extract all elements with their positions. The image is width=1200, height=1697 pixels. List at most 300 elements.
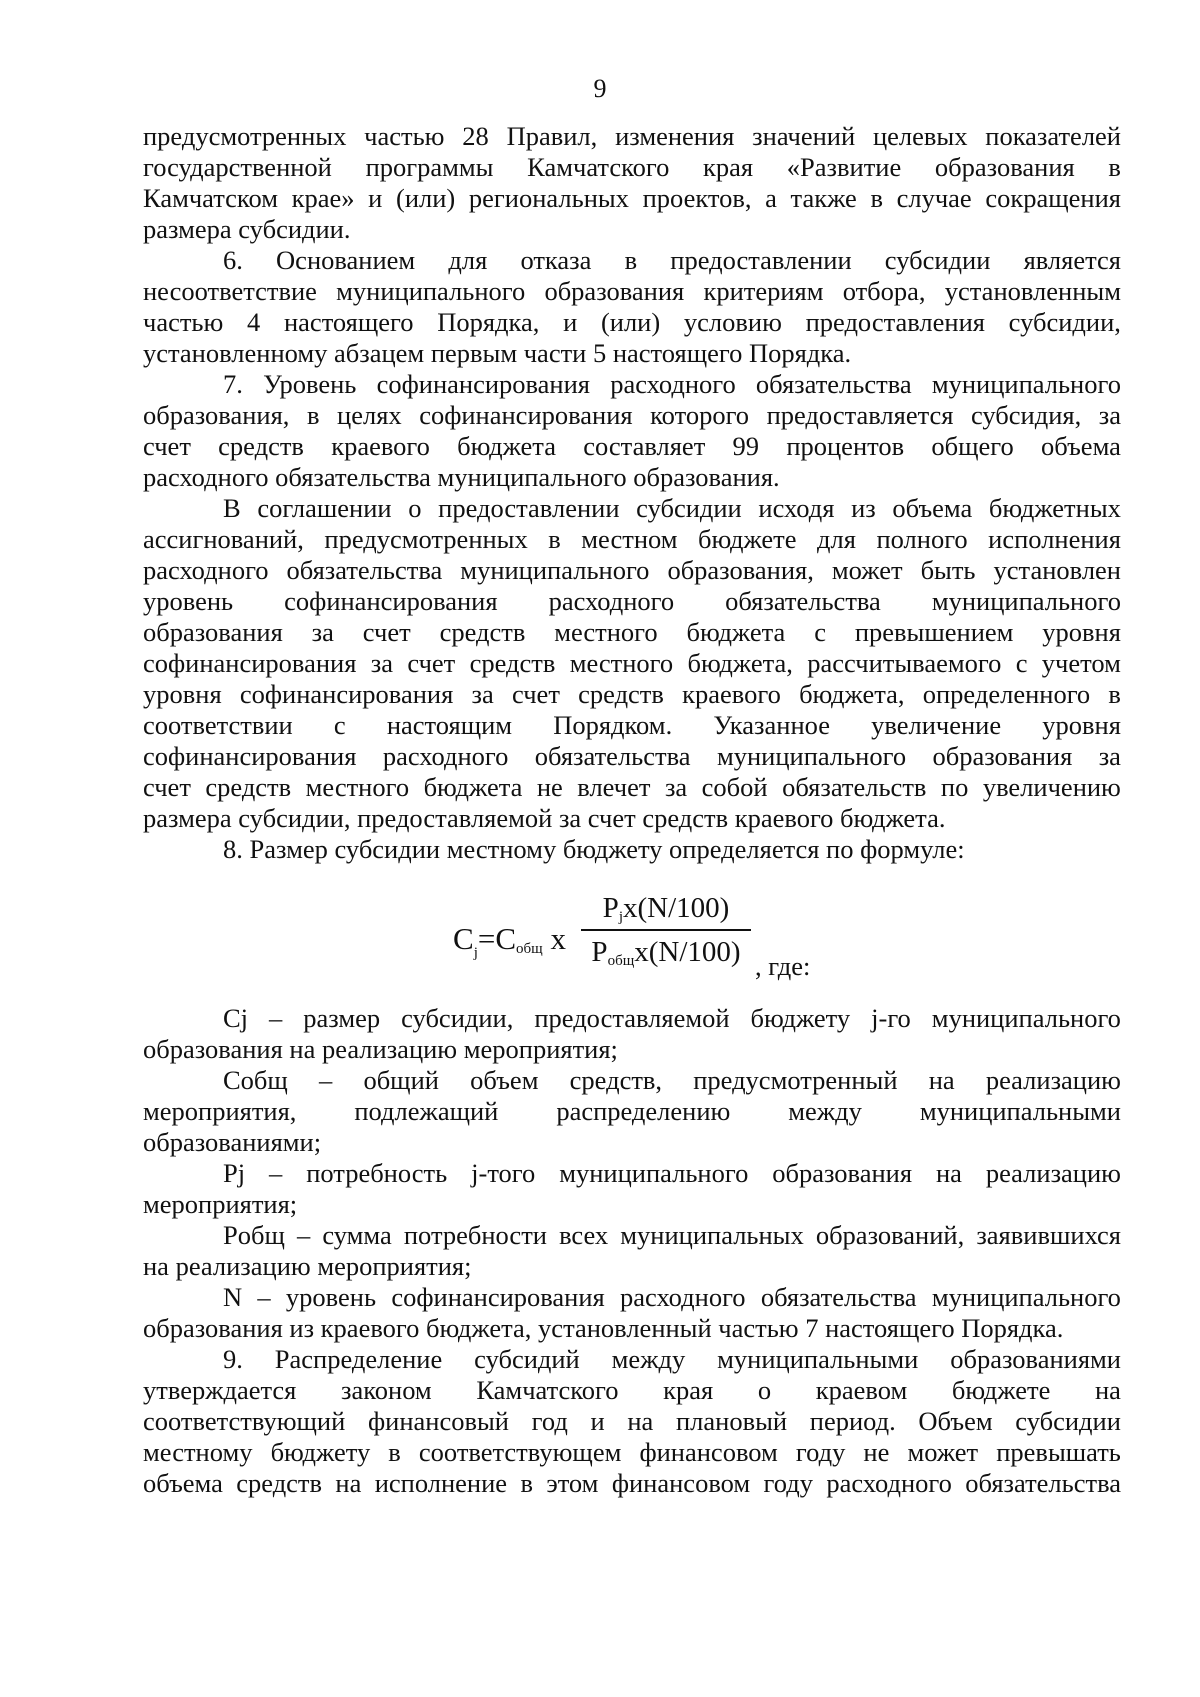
text-line: образованиями; — [143, 1127, 322, 1157]
paragraph — [143, 1003, 1121, 1065]
word: может — [907, 1437, 979, 1467]
word: субсидии, — [401, 1003, 514, 1033]
word: целевых — [872, 121, 968, 151]
word: предоставлении — [670, 245, 852, 275]
word: софинансирования — [143, 648, 357, 678]
word: субсидии — [636, 493, 742, 523]
word: с — [814, 617, 826, 647]
word: субсидии, — [1008, 307, 1121, 337]
word: отказа — [520, 245, 592, 275]
word: – — [319, 1065, 333, 1095]
word: бюджету — [750, 1003, 851, 1033]
paragraph — [143, 1344, 1121, 1499]
word: субсидии — [1015, 1406, 1121, 1436]
word: год — [531, 1406, 568, 1436]
word: утверждается — [143, 1375, 297, 1405]
word: о — [408, 493, 422, 523]
word: расходного — [826, 1468, 952, 1498]
word: софинансирования — [391, 1282, 605, 1312]
word: финансовом — [639, 1437, 778, 1467]
word: законом — [341, 1375, 432, 1405]
word: условию — [683, 307, 782, 337]
text-line — [143, 617, 1121, 648]
word: софинансирования — [239, 679, 454, 709]
word: соответствующий — [143, 1406, 346, 1436]
word: средств — [205, 772, 292, 802]
word: Камчатском — [143, 183, 278, 213]
word: объема — [143, 1468, 223, 1498]
word: размер — [303, 1003, 381, 1033]
formula-num-p: P — [602, 892, 619, 924]
word: средств — [439, 617, 526, 647]
word: настоящего — [283, 307, 414, 337]
word: бюджета, — [687, 648, 793, 678]
word: уровня — [143, 679, 222, 709]
word: Cj — [223, 1003, 249, 1033]
word: общего — [931, 431, 1014, 461]
text-line: размера субсидии, предоставляемой за счет средств краевого бюджета. — [143, 803, 946, 833]
word: образования — [544, 276, 685, 306]
word: полного — [876, 524, 968, 554]
word: (или) — [600, 307, 661, 337]
word: средств — [578, 679, 664, 709]
text-line: на реализацию мероприятия; — [143, 1251, 472, 1281]
word: Основанием — [276, 245, 416, 275]
word: 9. — [223, 1344, 243, 1374]
word: Распределение — [274, 1344, 443, 1374]
word: период. — [809, 1406, 896, 1436]
word: муниципальными — [717, 1344, 919, 1374]
word: распределению — [556, 1096, 731, 1126]
word: – — [269, 1158, 283, 1188]
text-line — [143, 524, 1121, 555]
word: и — [368, 183, 383, 213]
paragraph — [143, 493, 1121, 834]
word: бюджета — [457, 431, 556, 461]
word: софинансирования — [419, 400, 633, 430]
word: Pобщ — [223, 1220, 285, 1250]
formula-den-rest: x(N/100) — [634, 936, 741, 968]
word: превышать — [996, 1437, 1121, 1467]
word: образования, — [667, 555, 814, 585]
word: сокращения — [985, 183, 1121, 213]
text-line — [143, 1406, 1121, 1437]
text-line: размера субсидии. — [143, 214, 351, 244]
paragraph — [143, 834, 1121, 865]
word: счет — [143, 431, 191, 461]
word: обязательств — [782, 772, 927, 802]
word: обязательства — [534, 741, 691, 771]
word: процентов — [786, 431, 905, 461]
word: Объем — [918, 1406, 993, 1436]
word: заявившихся — [976, 1220, 1121, 1250]
word: бюджете — [951, 1375, 1051, 1405]
word: софинансирования — [376, 369, 590, 399]
word: является — [1023, 245, 1121, 275]
word: в — [388, 1437, 401, 1467]
word: на — [928, 1065, 955, 1095]
text-line — [143, 1065, 1121, 1096]
word: в — [624, 245, 638, 275]
text-line — [143, 586, 1121, 617]
word: образования — [772, 1158, 913, 1188]
word: обязательства — [725, 586, 881, 616]
word: субсидия, — [970, 400, 1082, 430]
word: государственной — [143, 152, 332, 182]
word: целях — [337, 400, 402, 430]
word: за — [370, 648, 393, 678]
word: из — [851, 493, 876, 523]
word: изменения — [615, 121, 735, 151]
word: реализацию — [985, 1158, 1121, 1188]
text-line — [143, 369, 1121, 400]
word: образований, — [815, 1220, 965, 1250]
word: за — [311, 617, 334, 647]
page-number: 9 — [593, 74, 607, 103]
formula-num-rest: x(N/100) — [622, 892, 730, 924]
text-before-formula — [143, 121, 1121, 865]
text-line — [143, 493, 1121, 524]
text-line — [143, 772, 1121, 803]
text-line — [143, 1437, 1121, 1468]
fraction-bar — [581, 929, 751, 931]
word: критериям — [703, 276, 824, 306]
word: предоставления — [805, 307, 985, 337]
word: которого — [650, 400, 750, 430]
word: бюджетных — [988, 493, 1121, 523]
word: муниципального — [931, 586, 1121, 616]
word: «Развитие — [786, 152, 902, 182]
word: j-того — [471, 1158, 536, 1188]
word: обязательства — [286, 555, 443, 585]
word: настоящим — [386, 710, 513, 740]
word: между — [788, 1096, 862, 1126]
word: расходного — [620, 1282, 746, 1312]
text-line — [143, 1220, 1121, 1251]
text-line — [143, 400, 1121, 431]
formula-lhs — [453, 921, 566, 962]
word: софинансирования — [143, 741, 357, 771]
word: предусмотренных — [324, 524, 528, 554]
word: муниципального — [460, 555, 650, 585]
formula-fraction — [581, 889, 751, 971]
word: исходя — [758, 493, 835, 523]
word: Порядком. — [553, 710, 673, 740]
word: соответствии — [143, 710, 293, 740]
word: с — [1015, 648, 1028, 678]
text-line — [143, 1375, 1121, 1406]
word: за — [471, 679, 494, 709]
formula-sub-j: j — [473, 945, 478, 961]
word: общий — [363, 1065, 439, 1095]
word: плановый — [675, 1406, 788, 1436]
document-body — [143, 121, 1121, 1499]
word: значений — [752, 121, 856, 151]
word: образования — [932, 741, 1073, 771]
word: 4 — [247, 307, 261, 337]
word: обязательства — [965, 1468, 1121, 1498]
word: бюджета — [686, 617, 786, 647]
word: потребности — [403, 1220, 547, 1250]
word: объема — [892, 493, 973, 523]
word: Pj — [223, 1158, 246, 1188]
word: 6. — [223, 245, 243, 275]
word: в — [1108, 679, 1121, 709]
paragraph — [143, 1220, 1121, 1282]
word: обязательства — [755, 369, 912, 399]
word: случае — [896, 183, 972, 213]
paragraph — [143, 1065, 1121, 1158]
text-line: 8. Размер субсидии местному бюджету определяется по формуле: — [223, 834, 965, 864]
word: образования, — [143, 400, 290, 430]
word: N — [223, 1282, 243, 1312]
word: соответствующем — [418, 1437, 622, 1467]
word: края — [663, 1375, 714, 1405]
text-line: установленному абзацем первым части 5 настоящего Порядка. — [143, 338, 852, 368]
word: мероприятия, — [143, 1096, 297, 1126]
formula-where: , где: — [755, 951, 811, 981]
word: обязательства — [760, 1282, 917, 1312]
word: также — [790, 183, 857, 213]
word: составляет — [583, 431, 706, 461]
word: расходного — [548, 586, 675, 616]
word: местного — [305, 772, 410, 802]
text-line — [143, 276, 1121, 307]
word: местном — [581, 524, 678, 554]
word: объема — [1041, 431, 1121, 461]
word: между — [611, 1344, 686, 1374]
word: предоставляемой — [534, 1003, 730, 1033]
paragraph — [143, 369, 1121, 493]
word: 28 — [462, 121, 489, 151]
word: всех — [559, 1220, 609, 1250]
word: объем — [470, 1065, 539, 1095]
word: Правил, — [506, 121, 598, 151]
formula-num-sub-j: j — [618, 909, 623, 925]
word: предусмотренный — [693, 1065, 898, 1095]
word: в — [520, 1468, 533, 1498]
word: муниципального — [931, 369, 1121, 399]
word: ассигнований, — [143, 524, 304, 554]
word: предоставляется — [766, 400, 954, 430]
word: (или) — [396, 183, 456, 213]
word: проектов, — [642, 183, 752, 213]
word: на — [627, 1406, 654, 1436]
word: средств — [469, 648, 556, 678]
word: 99 — [732, 431, 760, 461]
text-line — [143, 679, 1121, 710]
word: – — [296, 1220, 311, 1250]
text-line — [143, 710, 1121, 741]
text-line — [143, 431, 1121, 462]
word: j-го — [871, 1003, 911, 1033]
word: подлежащий — [354, 1096, 499, 1126]
paragraph — [143, 121, 1121, 245]
word: рассчитываемого — [807, 648, 1002, 678]
paragraph — [143, 245, 1121, 369]
word: может — [831, 555, 903, 585]
word: на — [1094, 1375, 1121, 1405]
word: сумма — [322, 1220, 392, 1250]
word: уровень — [143, 586, 234, 616]
word: краевом — [815, 1375, 908, 1405]
word: и — [590, 1406, 605, 1436]
word: уровня — [1042, 617, 1121, 647]
word: образованиями — [950, 1344, 1121, 1374]
word: учетом — [1041, 648, 1121, 678]
text-line — [143, 648, 1121, 679]
word: частью — [143, 307, 224, 337]
word: собой — [701, 772, 768, 802]
formula-denominator — [581, 933, 751, 971]
formula-eq-c: =C — [477, 921, 517, 956]
word: счет — [512, 679, 560, 709]
word: субсидий — [474, 1344, 580, 1374]
word: быть — [920, 555, 976, 585]
word: краевого — [682, 679, 781, 709]
subsidy-formula — [143, 871, 1121, 989]
word: а — [765, 183, 777, 213]
word: средств, — [569, 1065, 663, 1095]
text-line — [143, 1003, 1121, 1034]
word: края — [703, 152, 754, 182]
word: увеличению — [982, 772, 1121, 802]
word: в — [306, 400, 320, 430]
word: для — [448, 245, 488, 275]
word: Указанное — [713, 710, 830, 740]
word: счет — [407, 648, 456, 678]
word: на — [335, 1468, 362, 1498]
formula-c: C — [453, 921, 474, 956]
word: муниципальных — [620, 1220, 804, 1250]
word: установленным — [944, 276, 1121, 306]
word: по — [940, 772, 969, 802]
text-line — [143, 1158, 1121, 1189]
word: местного — [554, 617, 658, 647]
text-line: образования из краевого бюджета, установленный частью 7 настоящего Порядка. — [143, 1313, 1064, 1343]
word: образования — [934, 152, 1075, 182]
word: для — [817, 524, 856, 554]
text-after-formula — [143, 1003, 1121, 1499]
word: определенного — [922, 679, 1091, 709]
word: году — [763, 1468, 813, 1498]
word: установлен — [993, 555, 1121, 585]
word: финансовом — [611, 1468, 751, 1498]
word: уровень — [285, 1282, 377, 1312]
word: исполнения — [988, 524, 1121, 554]
word: бюджету — [270, 1437, 371, 1467]
word: реализацию — [985, 1065, 1121, 1095]
word: соглашении — [257, 493, 392, 523]
word: за — [664, 772, 688, 802]
word: муниципального — [559, 1158, 749, 1188]
formula-times: x — [550, 921, 566, 956]
word: региональных — [468, 183, 629, 213]
word: софинансирования — [284, 586, 498, 616]
word: на — [935, 1158, 962, 1188]
word: расходного — [382, 741, 509, 771]
word: бюджета — [423, 772, 523, 802]
text-line — [143, 1468, 1121, 1499]
word: отбора, — [842, 276, 926, 306]
text-line — [143, 152, 1121, 183]
word: программы — [365, 152, 494, 182]
word: Камчатского — [527, 152, 670, 182]
word: муниципального — [931, 1282, 1121, 1312]
text-line: мероприятия; — [143, 1189, 298, 1219]
word: крае» — [291, 183, 355, 213]
word: муниципального — [931, 1003, 1121, 1033]
text-line — [143, 183, 1121, 214]
word: местному — [143, 1437, 253, 1467]
word: счет — [143, 772, 191, 802]
word: муниципального — [336, 276, 526, 306]
text-line: образования на реализацию мероприятия; — [143, 1034, 618, 1064]
word: не — [536, 772, 563, 802]
word: расходного — [143, 555, 269, 585]
word: и — [563, 307, 578, 337]
word: бюджете — [698, 524, 797, 554]
word: за — [1098, 741, 1121, 771]
word: местного — [569, 648, 674, 678]
word: предоставлении — [438, 493, 620, 523]
text-line: расходного обязательства муниципального образования. — [143, 462, 780, 492]
text-line — [143, 555, 1121, 586]
word: муниципального — [716, 741, 907, 771]
formula-den-p: P — [591, 936, 608, 968]
word: финансовый — [367, 1406, 509, 1436]
word: превышением — [854, 617, 1014, 647]
formula-den-sub-obshch: общ — [607, 953, 635, 969]
word: расходного — [610, 369, 736, 399]
word: исполнение — [374, 1468, 508, 1498]
word: Камчатского — [476, 1375, 619, 1405]
word: в — [870, 183, 883, 213]
word: средств — [218, 431, 304, 461]
formula-sub-obshch: общ — [516, 941, 543, 957]
word: – — [269, 1003, 283, 1033]
text-line — [143, 741, 1121, 772]
word: о — [757, 1375, 772, 1405]
word: муниципальными — [919, 1096, 1121, 1126]
word: показателей — [985, 121, 1121, 151]
word: увеличение — [871, 710, 1002, 740]
word: году — [795, 1437, 846, 1467]
word: – — [257, 1282, 271, 1312]
text-line — [143, 245, 1121, 276]
text-line — [143, 121, 1121, 152]
word: потребность — [306, 1158, 448, 1188]
paragraph — [143, 1282, 1121, 1344]
word: краевого — [331, 431, 430, 461]
text-line — [143, 307, 1121, 338]
word: средств — [236, 1468, 323, 1498]
text-line — [143, 1282, 1121, 1313]
word: несоответствие — [143, 276, 317, 306]
word: счет — [362, 617, 411, 647]
word: этом — [546, 1468, 599, 1498]
word: с — [333, 710, 346, 740]
word: за — [1098, 400, 1121, 430]
text-line — [143, 1344, 1121, 1375]
text-line — [143, 1096, 1121, 1127]
word: В — [223, 493, 241, 523]
word: 7. — [223, 369, 243, 399]
word: предусмотренных — [143, 121, 347, 151]
word: образования — [143, 617, 283, 647]
word: уровня — [1042, 710, 1121, 740]
word: Порядка, — [437, 307, 540, 337]
